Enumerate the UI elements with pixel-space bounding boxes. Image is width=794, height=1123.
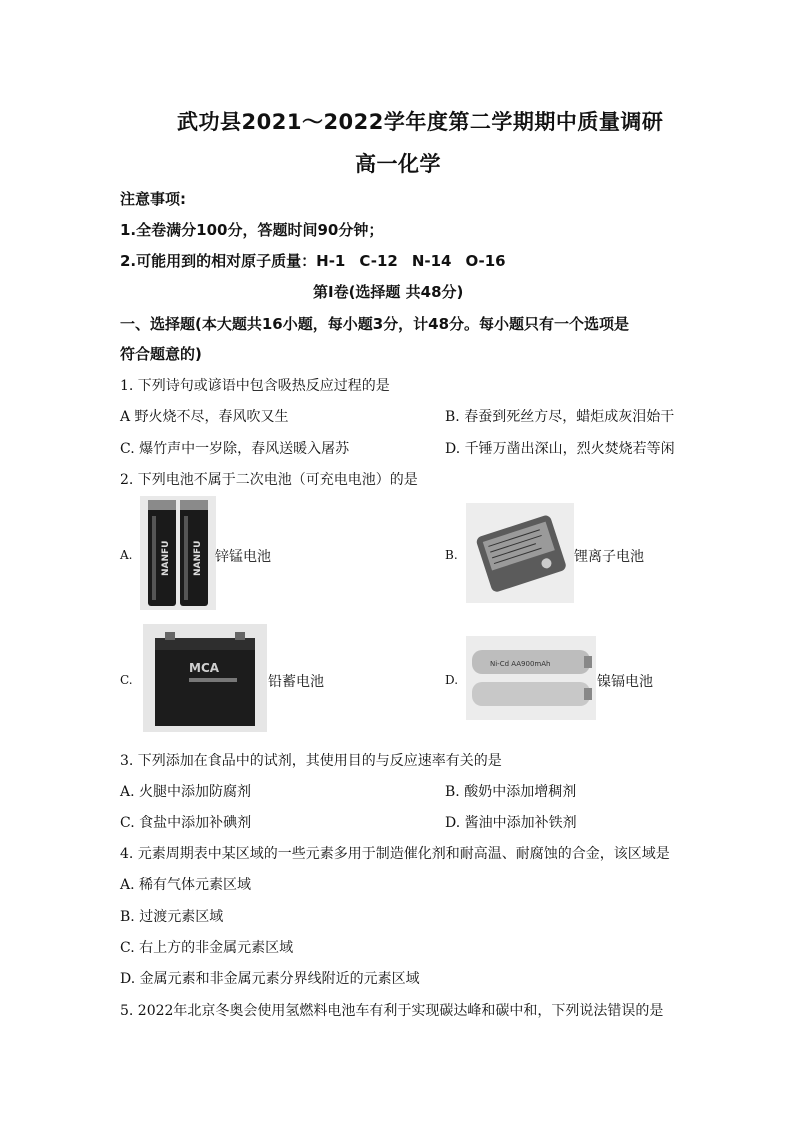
q2-stem: 2. 下列电池不属于二次电池（可充电电池）的是: [120, 472, 418, 488]
exam-title: 武功县2021～2022学年度第二学期期中质量调研: [177, 110, 664, 134]
q2-option-a-letter: A.: [120, 548, 133, 562]
nanfu-label-left: NANFU: [161, 540, 171, 576]
mass-c: C-12: [359, 252, 398, 270]
q4-option-a: A. 稀有气体元素区域: [120, 877, 252, 893]
mass-n: N-14: [411, 252, 452, 270]
q4-option-b: B. 过渡元素区域: [120, 909, 224, 925]
nickel-cadmium-battery-image: [466, 636, 596, 720]
mca-label: MCA: [189, 661, 220, 675]
q3-option-a: A. 火腿中添加防腐剂: [120, 784, 252, 800]
nicd-label: Ni-Cd AA900mAh: [490, 660, 551, 668]
q1-option-a: A 野火烧不尽，春风吹又生: [120, 409, 289, 425]
nanfu-label-right: NANFU: [193, 540, 203, 576]
mass-o: O-16: [465, 252, 506, 270]
mass-h: H-1: [316, 252, 346, 270]
notes-item-2: [120, 250, 506, 271]
notes-item-1: 1.全卷满分100分，答题时间90分钟；: [120, 221, 384, 239]
q3-option-d: D. 酱油中添加补铁剂: [445, 815, 577, 831]
q2-option-d-caption: 镍镉电池: [597, 674, 653, 690]
subject-title: 高一化学: [355, 152, 441, 176]
zinc-manganese-battery-image: [140, 496, 216, 610]
q4-option-c: C. 右上方的非金属元素区域: [120, 940, 294, 956]
lithium-ion-battery-image: [466, 503, 574, 603]
q2-option-c-caption: 铅蓄电池: [268, 674, 324, 690]
q2-option-c-letter: C.: [120, 673, 133, 687]
notes-heading: 注意事项:: [120, 190, 186, 208]
q3-option-c: C. 食盐中添加补碘剂: [120, 815, 252, 831]
notes-item-2-prefix: 2.可能用到的相对原子质量：: [120, 252, 317, 270]
part-heading-line1: 一、选择题(本大题共16小题，每小题3分，计48分。每小题只有一个选项是: [120, 315, 630, 333]
q3-option-b: B. 酸奶中添加增稠剂: [445, 784, 577, 800]
lead-acid-battery-image: [143, 624, 267, 732]
q4-stem: 4. 元素周期表中某区域的一些元素多用于制造催化剂和耐高温、耐腐蚀的合金，该区域是: [120, 846, 670, 862]
volume-heading: 第Ⅰ卷(选择题 共48分): [313, 283, 464, 301]
q2-option-d-letter: D.: [445, 673, 459, 687]
q1-option-c: C. 爆竹声中一岁除，春风送暖入屠苏: [120, 441, 350, 457]
q1-option-b: B. 春蚕到死丝方尽，蜡炬成灰泪始干: [445, 409, 675, 425]
q2-option-a-caption: 锌锰电池: [215, 549, 271, 565]
q5-stem: 5. 2022年北京冬奥会使用氢燃料电池车有利于实现碳达峰和碳中和，下列说法错误的是: [120, 1003, 664, 1019]
q2-option-b-caption: 锂离子电池: [574, 549, 644, 565]
part-heading-line2: 符合题意的): [120, 345, 202, 363]
q2-option-b-letter: B.: [445, 548, 458, 562]
q1-stem: 1. 下列诗句或谚语中包含吸热反应过程的是: [120, 378, 390, 394]
q3-stem: 3. 下列添加在食品中的试剂，其使用目的与反应速率有关的是: [120, 753, 502, 769]
q1-option-d: D. 千锤万凿出深山，烈火焚烧若等闲: [445, 441, 675, 457]
q4-option-d: D. 金属元素和非金属元素分界线附近的元素区域: [120, 971, 420, 987]
